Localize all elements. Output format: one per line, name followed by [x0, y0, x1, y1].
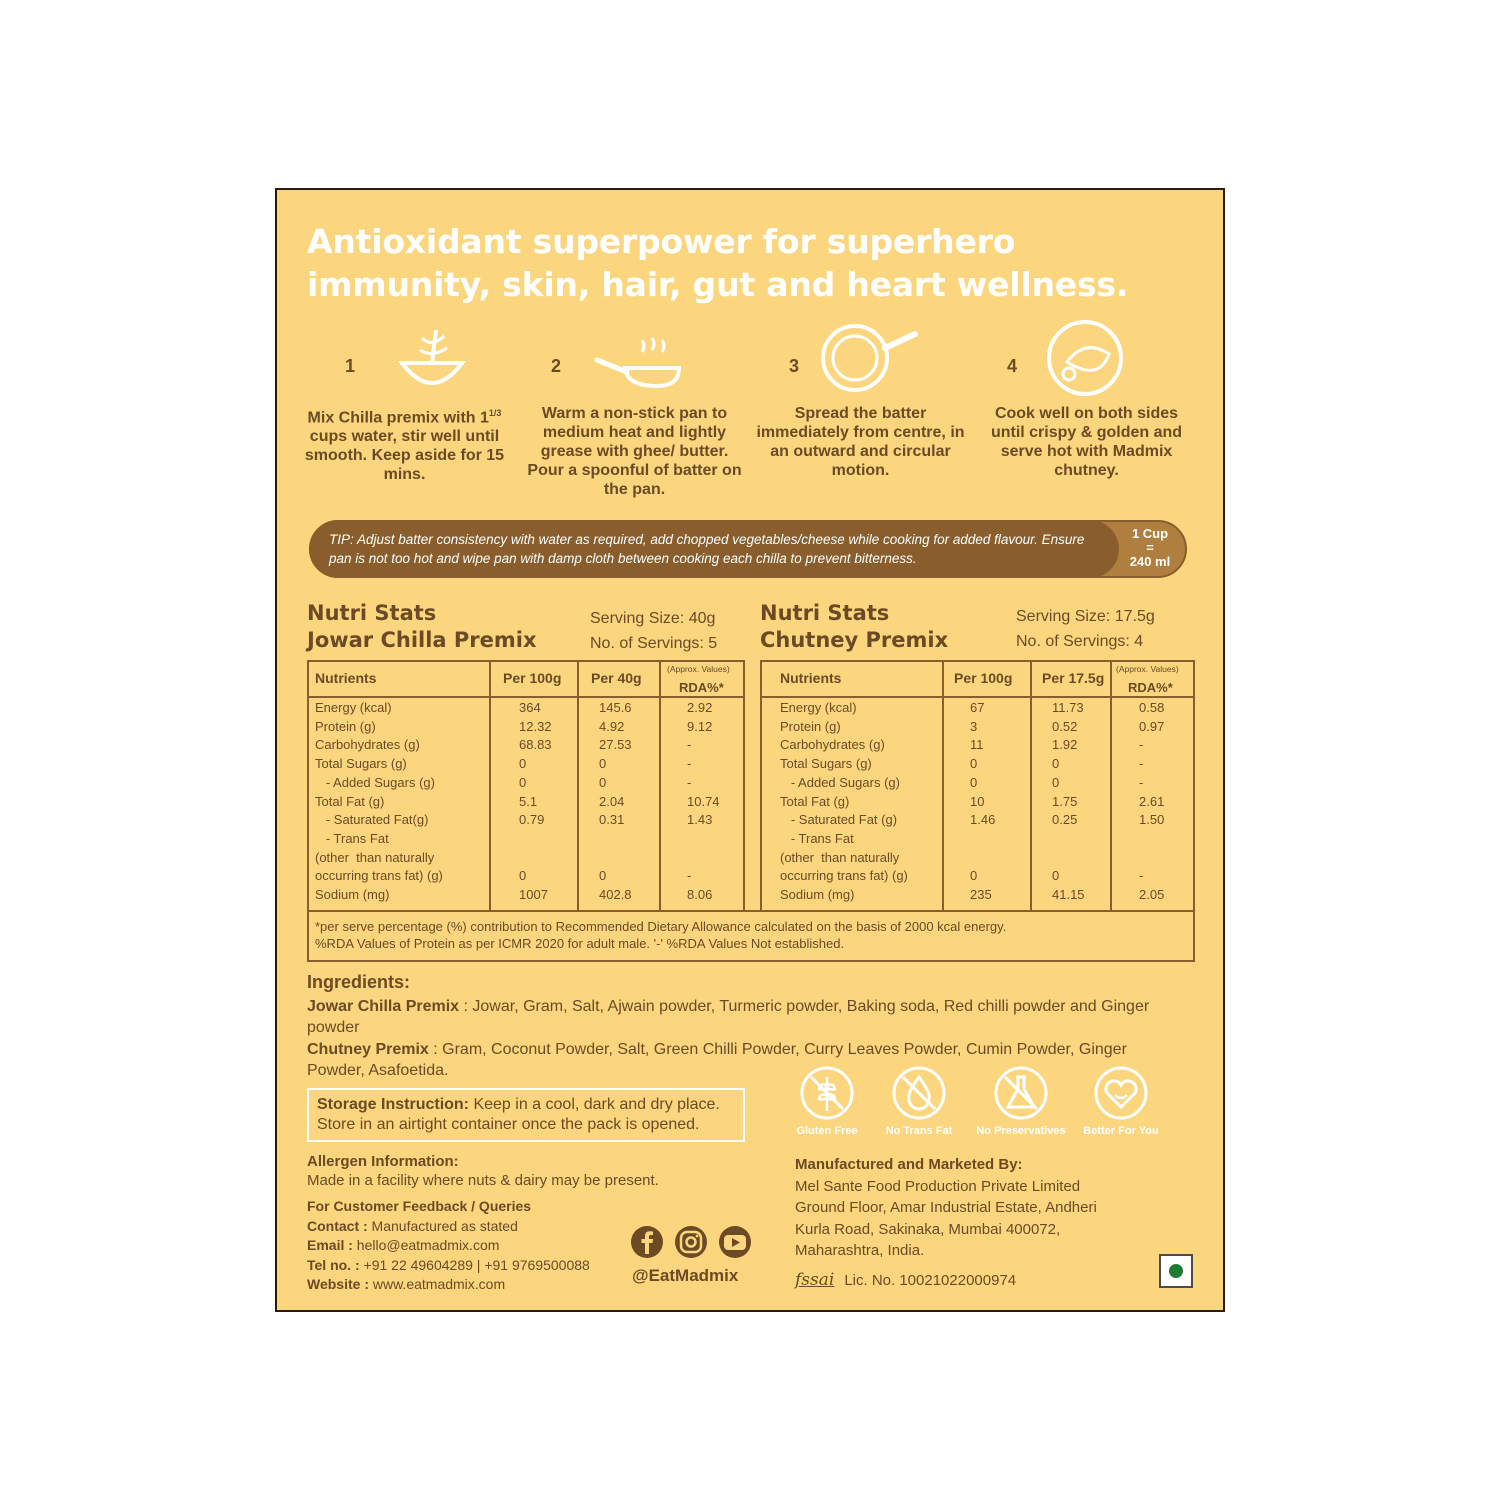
table-cell: 41.15 [1052, 887, 1085, 902]
pack-panel [275, 188, 1225, 1312]
table-cell: - [1139, 774, 1144, 790]
table-row [762, 737, 1193, 756]
table-cell: 0 [970, 774, 978, 790]
social-handle: @EatMadmix [632, 1266, 739, 1285]
table-row [309, 700, 743, 719]
table-cell: 1.43 [687, 812, 713, 828]
table-row [309, 812, 743, 831]
table-cell: - Added Sugars (g) [780, 774, 900, 790]
fssai-license: fssai Lic. No. 10021022000974 [795, 1270, 1017, 1290]
table-cell: 8.06 [687, 887, 713, 902]
table-cell: Total Fat (g) [780, 793, 850, 809]
table-cell: 2.61 [1139, 793, 1165, 809]
table-cell: 145.6 [599, 700, 632, 715]
table-cell: 27.53 [599, 737, 632, 753]
step-text: Spread the batter immediately from centre, in an outward and circular motion. [756, 405, 965, 479]
header-rda: RDA%* [1128, 680, 1173, 695]
manufacturer-info: Manufactured and Marketed By: Mel Sante Food Production Private Limited Ground Floor, Amar Industrial Estate, Andheri Kurla Road, Sakinaka, Mumbai 400072, Maharashtra, India. [795, 1156, 1097, 1259]
step-number: 3 [789, 356, 800, 376]
table-cell: Total Sugars (g) [780, 756, 872, 772]
table-cell: 1.46 [970, 812, 996, 828]
nutrition-table-chilla [307, 660, 745, 912]
table-cell: occurring trans fat) (g) [315, 868, 443, 884]
table-cell: 0 [1052, 774, 1060, 790]
tip-text: TIP: Adjust batter consistency with water as required, add chopped vegetables/cheese while cooking for added flavour. Ensure pan is not too hot and wipe pan with damp cloth between cooking each chilla to prevent bitterness. [329, 532, 1085, 566]
table-cell: 2.04 [599, 793, 625, 809]
social-icons [629, 1224, 761, 1260]
table-cell: - Saturated Fat(g) [315, 812, 429, 828]
header-approx: (Approx. Values) [667, 664, 730, 674]
table-cell: - Trans Fat [315, 830, 389, 846]
table-cell: 10.74 [687, 793, 720, 809]
table-cell: occurring trans fat) (g) [780, 868, 908, 884]
veg-mark-icon [1159, 1254, 1193, 1288]
table-cell: (other than naturally [780, 849, 900, 865]
pan-top-view-icon [819, 318, 919, 398]
table-row [309, 719, 743, 738]
table-cell: 364 [519, 700, 541, 715]
heart-smile-icon [1093, 1065, 1149, 1121]
table-cell: Carbohydrates (g) [315, 737, 420, 753]
table-cell: 0 [970, 868, 978, 884]
table-cell: Energy (kcal) [315, 700, 392, 715]
table-cell: - [1139, 868, 1144, 884]
table-cell: 67 [970, 700, 985, 715]
ingredients-chilla: Jowar Chilla Premix : Jowar, Gram, Salt, Ajwain powder, Turmeric powder, Baking soda, Red chilli powder and Ginger powder [307, 997, 1150, 1036]
mixing-bowl-icon [392, 318, 472, 398]
table-row [762, 850, 1193, 869]
header-nutrients: Nutrients [780, 670, 842, 686]
table-cell: (other than naturally [315, 849, 435, 865]
header-approx: (Approx. Values) [1116, 664, 1179, 674]
email-link[interactable]: hello@eatmadmix.com [352, 1237, 500, 1253]
badge-no-trans-fat: No Trans Fat [872, 1065, 966, 1137]
table-cell: 0 [1052, 756, 1060, 772]
youtube-icon[interactable] [719, 1226, 751, 1258]
table-cell: 0 [519, 756, 527, 772]
table-cell: 11.73 [1052, 700, 1084, 715]
ingredients-chutney: Chutney Premix : Gram, Coconut Powder, Salt, Green Chilli Powder, Curry Leaves Powder, Cumin Powder, Ginger Powder, Asafoetida. [307, 1040, 1127, 1079]
table-row [762, 775, 1193, 794]
table-cell: 235 [970, 887, 992, 902]
nutri-title-chutney: Nutri Stats Chutney Premix [760, 601, 949, 652]
step-number: 2 [551, 356, 562, 376]
serving-info-chutney: Serving Size: 17.5g No. of Servings: 4 [1016, 608, 1155, 650]
folded-chilla-icon [1045, 318, 1125, 398]
instagram-icon[interactable] [675, 1226, 707, 1258]
customer-contact: For Customer Feedback / Queries Contact : Manufactured as stated Email : hello@eatmadmix.com Tel no. : +91 22 49604289 | +91 9769500088 Website : www.eatmadmix.com [307, 1198, 590, 1292]
table-cell: - Trans Fat [780, 830, 854, 846]
table-row [309, 850, 743, 869]
table-row [762, 700, 1193, 719]
table-row [762, 868, 1193, 887]
table-cell: 2.05 [1139, 887, 1165, 902]
flask-crossed-icon [993, 1065, 1049, 1121]
badge-better-for-you: Better For You [1074, 1065, 1168, 1137]
table-cell: 0.97 [1139, 718, 1165, 734]
table-cell: 0 [519, 774, 527, 790]
facebook-icon[interactable] [631, 1226, 663, 1258]
header-perserve: Per 40g [591, 670, 642, 686]
step-text: Cook well on both sides until crispy & golden and serve hot with Madmix chutney. [990, 405, 1183, 479]
table-cell: 0 [599, 774, 607, 790]
table-row [309, 887, 743, 906]
table-cell: - Saturated Fat (g) [780, 812, 898, 828]
table-cell: Total Sugars (g) [315, 756, 407, 772]
serving-info-chilla: Serving Size: 40g No. of Servings: 5 [590, 610, 718, 652]
headline: Antioxidant superpower for superhero immunity, skin, hair, gut and heart wellness. [307, 222, 1129, 304]
header-rda: RDA%* [679, 680, 724, 695]
storage-instruction: Storage Instruction: Keep in a cool, dark and dry place. Store in an airtight container once the pack is opened. [317, 1096, 720, 1133]
table-cell: 9.12 [687, 718, 713, 734]
table-cell: 1.50 [1139, 812, 1165, 828]
cup-conversion: 1 Cup = 240 ml [1129, 526, 1171, 569]
allergen-info: Allergen Information: Made in a facility where nuts & dairy may be present. [307, 1153, 659, 1189]
wheat-crossed-icon [799, 1065, 855, 1121]
table-row [309, 831, 743, 850]
header-per100: Per 100g [503, 670, 562, 686]
table-cell: - [687, 774, 692, 790]
nutrition-table-chutney [760, 660, 1195, 912]
table-row [762, 719, 1193, 738]
table-cell: 0 [599, 756, 607, 772]
table-cell: 0.58 [1139, 700, 1165, 715]
table-cell: 1007 [519, 887, 548, 902]
table-row [309, 737, 743, 756]
table-cell: Protein (g) [315, 718, 376, 734]
table-row [309, 868, 743, 887]
step-text: Warm a non-stick pan to medium heat and lightly grease with ghee/ butter. Pour a spoonful of batter on the pan. [527, 405, 742, 498]
table-cell: 0.31 [599, 812, 625, 828]
table-cell: - [1139, 756, 1144, 772]
step-number: 1 [345, 356, 356, 376]
table-row [309, 775, 743, 794]
table-row [762, 812, 1193, 831]
table-cell: 11 [970, 737, 984, 753]
table-cell: Total Fat (g) [315, 793, 385, 809]
table-cell: 0 [970, 756, 978, 772]
step-number: 4 [1007, 356, 1018, 376]
table-row [309, 756, 743, 775]
table-cell: 4.92 [599, 718, 625, 734]
table-cell: - [687, 737, 692, 753]
table-cell: Energy (kcal) [780, 700, 857, 715]
header-nutrients: Nutrients [315, 670, 377, 686]
table-cell: 0 [519, 868, 527, 884]
table-cell: 3 [970, 718, 978, 734]
table-cell: 1.75 [1052, 793, 1078, 809]
footnote: *per serve percentage (%) contribution to Recommended Dietary Allowance calculated on the basis of 2000 kcal energy. %RDA Values of Protein as per ICMR 2020 for adult male. '-' %RDA Values Not established. [315, 919, 1007, 951]
header-perserve: Per 17.5g [1042, 670, 1105, 686]
table-cell: 5.1 [519, 793, 538, 809]
table-cell: 68.83 [519, 737, 552, 753]
header-per100: Per 100g [954, 670, 1013, 686]
table-cell: 0 [599, 868, 607, 884]
table-cell: - [687, 756, 692, 772]
table-cell: 0.79 [519, 812, 545, 828]
fssai-logo: fssai [795, 1270, 835, 1290]
ingredients-heading: Ingredients: [307, 972, 411, 992]
table-cell: 2.92 [687, 700, 713, 715]
table-cell: 10 [970, 793, 985, 809]
table-cell: Carbohydrates (g) [780, 737, 885, 753]
step-text: Mix Chilla premix with $1^{1/3}$ cups water, stir well until smooth. Keep aside for 15 mins. [304, 408, 505, 484]
table-row [762, 794, 1193, 813]
table-row [309, 794, 743, 813]
website-link[interactable]: www.eatmadmix.com [368, 1276, 506, 1292]
table-row [762, 756, 1193, 775]
table-cell: 402.8 [599, 887, 632, 902]
table-cell: 12.32 [519, 718, 552, 734]
nutri-title-chilla: Nutri Stats Jowar Chilla Premix [307, 601, 537, 652]
phone-numbers[interactable]: +91 22 49604289 | +91 9769500088 [359, 1256, 590, 1273]
table-cell: Sodium (mg) [780, 887, 855, 902]
table-cell: Sodium (mg) [315, 887, 390, 902]
table-cell: 0 [1052, 868, 1060, 884]
table-cell: - Added Sugars (g) [315, 774, 435, 790]
table-cell: - [687, 868, 692, 884]
badge-no-preservatives: No Preservatives [974, 1065, 1068, 1137]
table-row [762, 887, 1193, 906]
table-cell: 0.52 [1052, 718, 1078, 734]
table-cell: Protein (g) [780, 718, 841, 734]
table-cell: - [1139, 737, 1144, 753]
table-cell: 1.92 [1052, 737, 1078, 753]
badge-gluten-free: Gluten Free [780, 1065, 874, 1137]
frying-pan-icon [587, 318, 687, 398]
table-row [762, 831, 1193, 850]
table-cell: 0.25 [1052, 812, 1078, 828]
drop-crossed-icon [891, 1065, 947, 1121]
